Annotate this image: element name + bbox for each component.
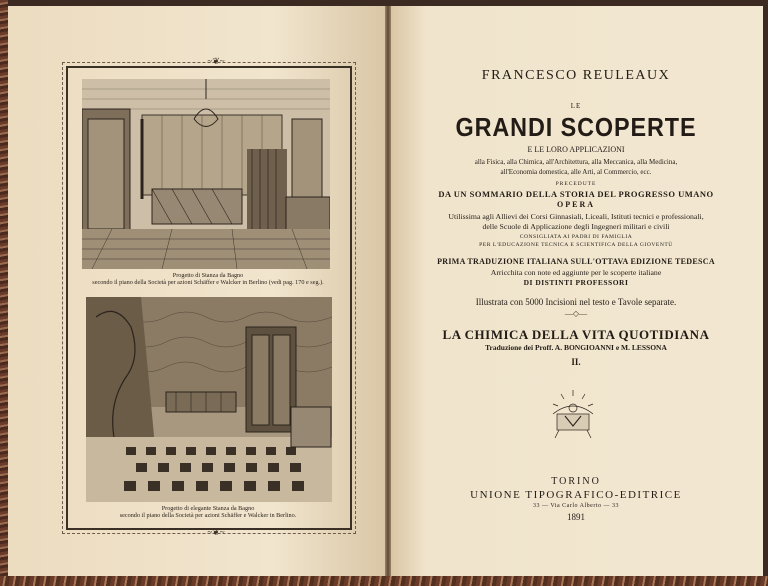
engraving-bathroom-2 [86, 297, 332, 502]
subject-line-1: alla Fisica, alla Chimica, all'Architettura, alla Meccanica, alla Medicina, [474, 158, 678, 166]
recommendation-line-1: CONSIGLIATA AI PADRI DI FAMIGLIA [519, 234, 633, 240]
subject-line-2: all'Economia domestica, alle Arti, al Commercio, ecc. [500, 168, 652, 176]
caption-2-text: secondo il piano della Società per azioni Schäffer e Walcker in Berlino. [119, 512, 297, 520]
publisher-name: UNIONE TIPOGRAFICO-EDITRICE [470, 489, 682, 501]
frame-ornament-bottom: ~❦~ [207, 527, 225, 537]
recommendation-line-2: PER L'EDUCAZIONE TECNICA E SCIENTIFICA DELLA GIOVENTÙ [479, 242, 673, 248]
translation-edition: PRIMA TRADUZIONE ITALIANA SULL'OTTAVA EDIZIONE TEDESCA [437, 257, 715, 266]
caption-1-text: secondo il piano della Società per azioni Schäffer e Walcker in Berlino (vedi pag. 170 e seg.). [92, 279, 324, 287]
caption-2-title: Progetto di elegante Stanza da Bagno [161, 505, 255, 512]
author: FRANCESCO REULEAUX [481, 68, 671, 83]
plate-caption-1 [74, 272, 342, 287]
audience-line-1: Utilissima agli Allievi dei Corsi Ginnasiali, Liceali, Istituti tecnici e professionali, [448, 212, 704, 221]
distinguished-professors: DI DISTINTI PROFESSORI [523, 278, 629, 287]
publisher-city: TORINO [551, 476, 601, 487]
translators: Traduzione dei Proff. A. BONGIOANNI e M. LESSONA [485, 343, 667, 352]
ornament-divider: —◇— [564, 309, 588, 318]
book-title: GRANDI SCOPERTE [455, 112, 697, 142]
opera: OPERA [557, 200, 595, 209]
engraving-bathroom-1 [82, 79, 330, 269]
sommario: DA UN SOMMARIO DELLA STORIA DEL PROGRESSO UMANO [438, 189, 714, 199]
publication-year: 1891 [567, 512, 585, 522]
publisher-address: 33 — Via Carlo Alberto — 33 [532, 503, 620, 509]
subtitle: E LE LORO APPLICAZIONI [527, 145, 625, 154]
precedute: PRECEDUTE [555, 181, 597, 187]
marbled-edge-bottom [0, 576, 768, 586]
caption-1-title: Progetto di Stanza da Bagno [172, 272, 244, 279]
volume-number: II. [571, 357, 581, 367]
enriched-note: Arricchita con note ed aggiunte per le scoperte italiane [490, 268, 662, 277]
publisher-emblem-icon [545, 386, 601, 442]
volume-title: LA CHIMICA DELLA VITA QUOTIDIANA [442, 327, 710, 342]
illustrations-note: Illustrata con 5000 Incisioni nel testo e Tavole separate. [475, 297, 677, 307]
marbled-edge-left [0, 0, 8, 586]
title-article: LE [570, 102, 582, 110]
plate-caption-2 [74, 505, 342, 520]
audience-line-2: delle Scuole di Applicazione degli Ingegneri militari e civili [482, 222, 670, 231]
frame-ornament-top: ~❦~ [207, 56, 225, 66]
